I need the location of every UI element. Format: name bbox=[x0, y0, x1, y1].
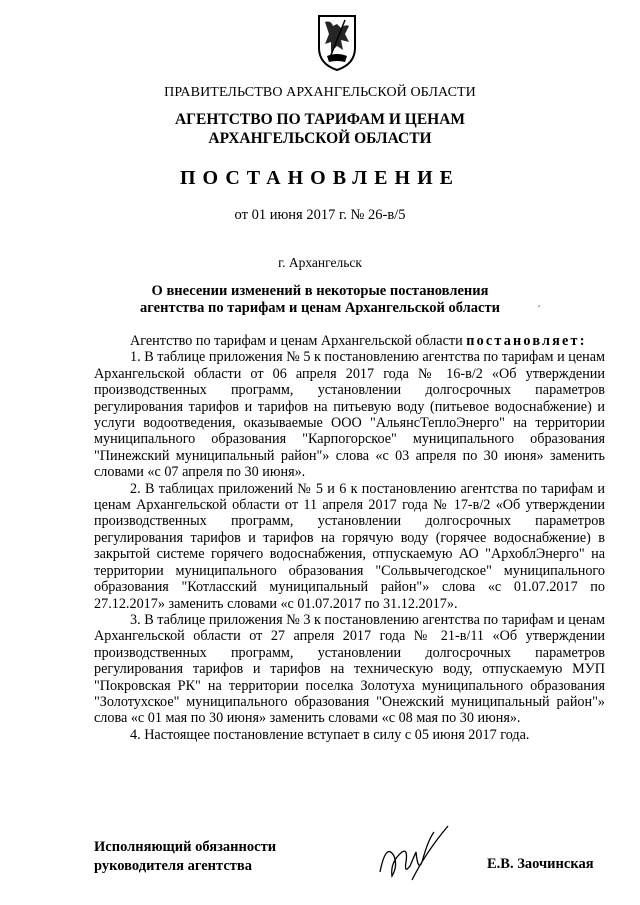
agency-name-line2: АРХАНГЕЛЬСКОЙ ОБЛАСТИ bbox=[208, 130, 432, 147]
signatory-name: Е.В. Заочинская bbox=[487, 856, 594, 872]
signatory-position bbox=[94, 838, 276, 876]
date-and-number: от 01 июня 2017 г. № 26-в/5 bbox=[234, 207, 406, 223]
intro-action: постановляет: bbox=[466, 333, 587, 349]
subject-line2: агентства по тарифам и ценам Архангельской области bbox=[140, 300, 500, 316]
agency-name-line1: АГЕНТСТВО ПО ТАРИФАМ И ЦЕНАМ bbox=[174, 111, 466, 128]
handwritten-signature bbox=[372, 822, 452, 884]
city: г. Архангельск bbox=[278, 255, 362, 270]
document-body bbox=[94, 333, 605, 743]
subject-line1: О внесении изменений в некоторые постановления bbox=[151, 283, 489, 299]
agency-name bbox=[0, 110, 640, 148]
document-type: ПОСТАНОВЛЕНИЕ bbox=[180, 167, 460, 189]
signatory-position-line2: руководителя агентства bbox=[94, 858, 252, 874]
document-subject bbox=[0, 283, 640, 317]
intro-text: Агентство по тарифам и ценам Архангельской области bbox=[130, 333, 467, 349]
paragraph-item-2: 2. В таблицах приложений № 5 и 6 к постановлению агентства по тарифам и ценам Архангельской области от 11 апреля 2017 года № 17-в/2 «Об утверждении производственных программ, установлении долгосрочных параметров регулирования тарифов и тарифов на горячую воду (горячее водоснабжение) в закрытой системе горячего водоснабжения, отпускаемую АО "АрхоблЭнерго" на территории муниципального образования "Сольвычегодское" муниципального образования "Котласский муниципальный район"» слова «с 01.07.2017 по 27.12.2017» заменить словами «с 01.07.2017 по 31.12.2017». bbox=[94, 480, 605, 612]
paragraph-item-3: 3. В таблице приложения № 3 к постановлению агентства по тарифам и ценам Архангельской области от 27 апреля 2017 года № 21-в/11 «Об утверждении производственных программ, установлении долгосрочных параметров регулирования тарифов и тарифов на техническую воду, отпускаемую МУП "Покровская РК" на территории поселка Золотуха муниципального образования "Золотухское" муниципального образования "Онежский муниципальный район"» слова «с 01 мая по 30 июня» заменить словами «с 08 мая по 30 июня». bbox=[94, 611, 605, 727]
signatory-position-line1: Исполняющий обязанности bbox=[94, 839, 277, 855]
paragraph-item-1: 1. В таблице приложения № 5 к постановлению агентства по тарифам и ценам Архангельской области от 06 апреля 2017 года № 16-в/2 «Об утверждении производственных программ, установлении долгосрочных параметров регулирования тарифов и тарифов на питьевую воду (питьевое водоснабжение) и услуги водоотведения, оказываемые ООО "АльянсТеплоЭнерго" на территории муниципального образования "Карпогорское" муниципального образования "Пинежский муниципальный район"» слова «с 03 апреля по 30 июня» заменить словами «с 07 апреля по 30 июня». bbox=[94, 349, 605, 481]
coat-of-arms-emblem bbox=[315, 12, 359, 72]
paragraph-item-4: 4. Настоящее постановление вступает в силу с 05 июня 2017 года. bbox=[130, 726, 530, 743]
government-name: ПРАВИТЕЛЬСТВО АРХАНГЕЛЬСКОЙ ОБЛАСТИ bbox=[164, 85, 476, 100]
intro-paragraph bbox=[94, 333, 605, 349]
stray-mark: ʹ bbox=[538, 303, 541, 315]
